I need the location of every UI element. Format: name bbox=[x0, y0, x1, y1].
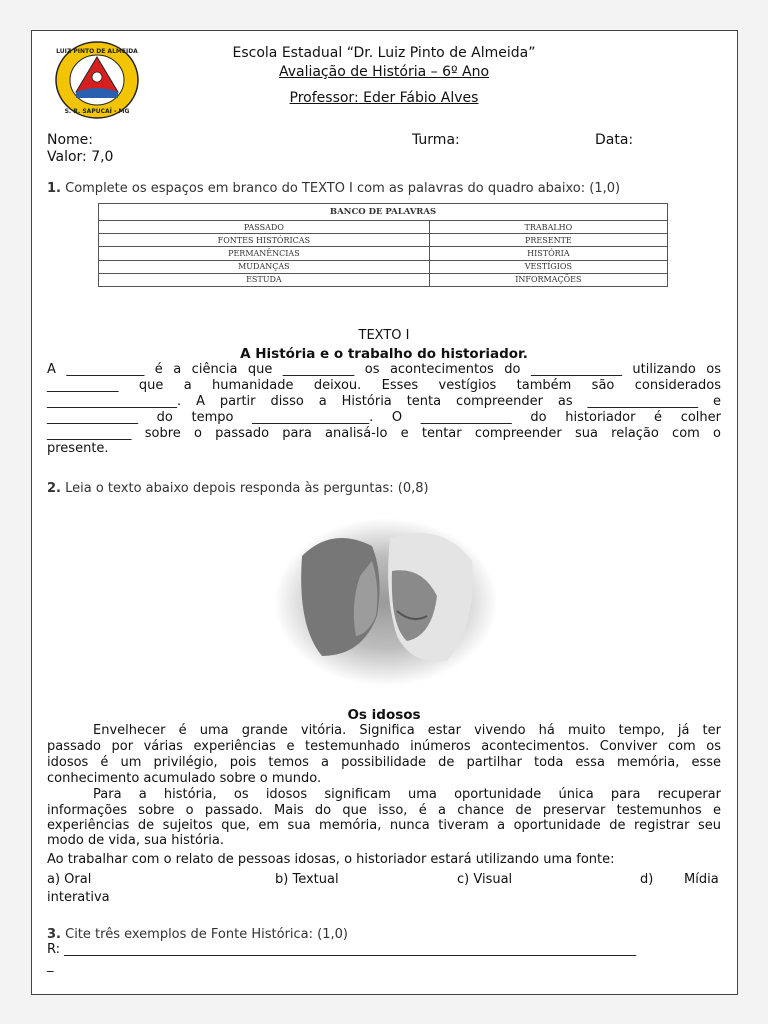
option-d-continuation: interativa bbox=[47, 890, 110, 905]
word-bank-cell: PASSADO bbox=[99, 221, 430, 234]
question-1 bbox=[47, 181, 737, 196]
reading-line: informações sobre o passado. Mais do que isso, é a chance de preservar testemunhos e bbox=[47, 803, 721, 818]
reading-line: experiências de sujeitos que, em sua memória, nunca tiveram a oportunidade de registrar seu bbox=[47, 818, 721, 833]
question-3 bbox=[47, 927, 737, 942]
text-1-label: TEXTO I bbox=[358, 328, 410, 343]
word-bank-cell: FONTES HISTÓRICAS bbox=[99, 234, 430, 247]
question-2-number: 2. bbox=[47, 481, 61, 496]
school-name: Escola Estadual “Dr. Luiz Pinto de Almeida” bbox=[232, 45, 536, 61]
word-bank-cell: TRABALHO bbox=[429, 221, 667, 234]
svg-text:LUIZ PINTO DE ALMEIDA: LUIZ PINTO DE ALMEIDA bbox=[56, 48, 138, 55]
option-b[interactable]: b) Textual bbox=[275, 872, 339, 887]
question-3-text: Cite três exemplos de Fonte Histórica: (1,0) bbox=[60, 927, 348, 942]
answer-blank: ________________________________________________________________________________________ bbox=[64, 942, 637, 957]
date-field-label: Data: bbox=[595, 132, 634, 148]
word-bank-cell: INFORMAÇÕES bbox=[429, 273, 667, 286]
exam-page bbox=[31, 30, 738, 995]
class-field-label: Turma: bbox=[412, 132, 460, 148]
text-1-line: ___________ que a humanidade deixou. Esses vestígios também são considerados bbox=[47, 378, 721, 393]
grade-value: Valor: 7,0 bbox=[47, 149, 114, 165]
exam-title: Avaliação de História – 6º Ano bbox=[278, 64, 490, 80]
text-1-line: presente. bbox=[47, 441, 109, 456]
teacher-name: Professor: Eder Fábio Alves bbox=[289, 90, 479, 106]
word-bank-cell: MUDANÇAS bbox=[99, 260, 430, 273]
reading-line: Para a história, os idosos significam uma oportunidade única para recuperar bbox=[93, 787, 721, 802]
svg-text:S. R. SAPUCAÍ - MG: S. R. SAPUCAÍ - MG bbox=[64, 108, 130, 115]
name-field-label: Nome: bbox=[47, 132, 94, 148]
reading-title: Os idosos bbox=[347, 707, 421, 723]
word-bank-title: BANCO DE PALAVRAS bbox=[99, 204, 668, 221]
reading-line: modo de vida, sua história. bbox=[47, 833, 224, 848]
reading-line: passado por várias experiências e testemunhado inúmeros acontecimentos. Conviver com os bbox=[47, 739, 721, 754]
text-1-line: ______________ do tempo __________________. O ______________ do historiador é colher bbox=[47, 410, 721, 425]
word-bank-cell: VESTÍGIOS bbox=[429, 260, 667, 273]
question-2-text: Leia o texto abaixo depois responda às perguntas: (0,8) bbox=[60, 481, 429, 496]
answer-line-2[interactable]: _ bbox=[47, 958, 54, 973]
question-1-text: Complete os espaços em branco do TEXTO I com as palavras do quadro abaixo: (1,0) bbox=[60, 181, 621, 196]
word-bank-cell: PERMANÊNCIAS bbox=[99, 247, 430, 260]
option-d[interactable]: d) bbox=[640, 872, 654, 887]
text-1-line: _____________ sobre o passado para analisá-lo e tentar compreender sua relação com o bbox=[47, 426, 721, 441]
text-1-title: A História e o trabalho do historiador. bbox=[240, 346, 528, 362]
option-d-text: Mídia bbox=[684, 872, 719, 887]
word-bank-cell: HISTÓRIA bbox=[429, 247, 667, 260]
answer-line-1[interactable] bbox=[47, 942, 636, 957]
elderly-couple-photo bbox=[272, 516, 500, 688]
reading-line: conhecimento acumulado sobre o mundo. bbox=[47, 771, 322, 786]
reading-line: idosos é um privilégio, pois temos a possibilidade de partilhar toda essa memória, esse bbox=[47, 755, 721, 770]
option-a[interactable]: a) Oral bbox=[47, 872, 92, 887]
reading-line: Envelhecer é uma grande vitória. Significa estar vivendo há muito tempo, já ter bbox=[93, 723, 721, 738]
question-2 bbox=[47, 481, 737, 496]
question-2-prompt: Ao trabalhar com o relato de pessoas idosas, o historiador estará utilizando uma fonte: bbox=[47, 852, 615, 867]
answer-label: R: bbox=[47, 942, 61, 957]
word-bank bbox=[98, 203, 668, 287]
question-1-number: 1. bbox=[47, 181, 61, 196]
option-c[interactable]: c) Visual bbox=[457, 872, 513, 887]
question-3-number: 3. bbox=[47, 927, 61, 942]
text-1-line: A ____________ é a ciência que ___________ os acontecimentos do ______________ utilizando os bbox=[47, 362, 721, 377]
word-bank-cell: ESTUDA bbox=[99, 273, 430, 286]
text-1-line: ____________________. A partir disso a História tenta compreender as _________________ e bbox=[47, 394, 721, 409]
word-bank-cell: PRESENTE bbox=[429, 234, 667, 247]
